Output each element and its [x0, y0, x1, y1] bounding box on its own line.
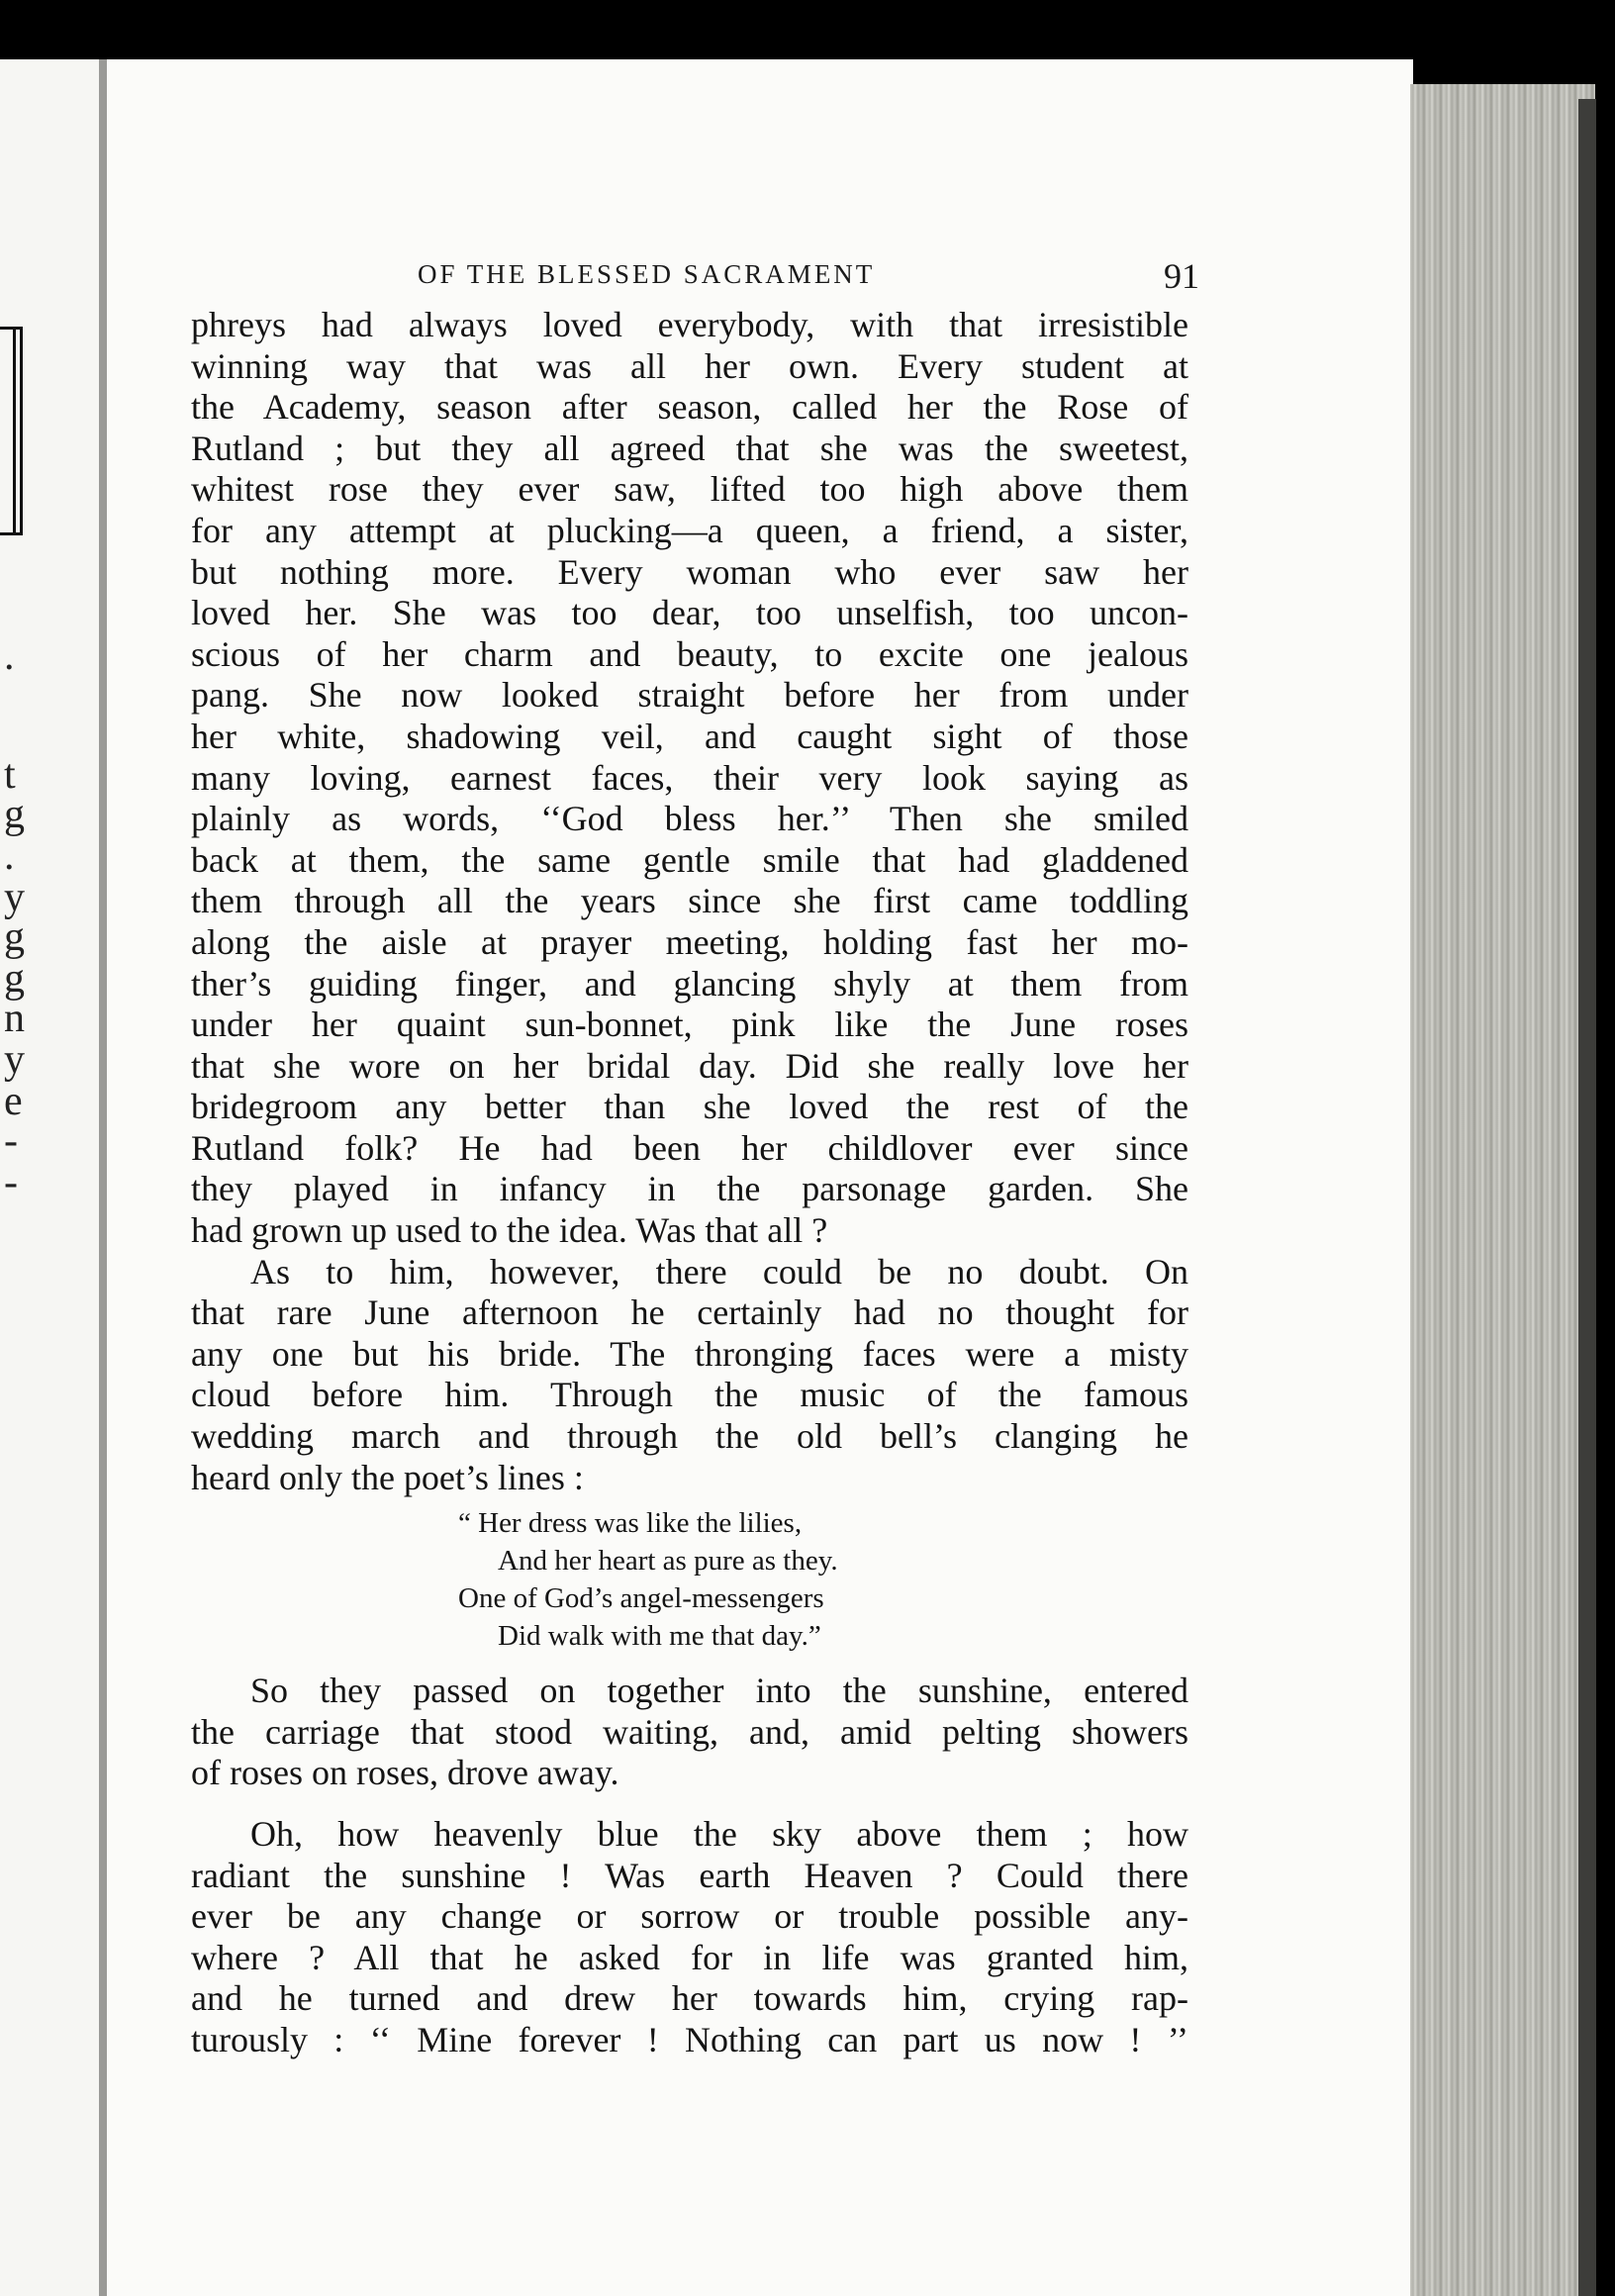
text-line: As to him, however, there could be no doubt. On: [250, 1251, 1188, 1292]
poem-line: “ Her dress was like the lilies,: [458, 1507, 803, 1540]
running-head: OF THE BLESSED SACRAMENT: [418, 259, 876, 289]
facing-page-fragment: g: [4, 914, 25, 960]
text-line: that she wore on her bridal day. Did she really love her: [191, 1045, 1188, 1086]
text-line: winning way that was all her own. Every student at: [191, 345, 1188, 386]
text-line: many loving, earnest faces, their very look saying as: [191, 757, 1188, 798]
text-line: any one but his bride. The thronging faces were a misty: [191, 1333, 1188, 1374]
facing-page-fragment: y: [4, 875, 25, 920]
text-line: bridegroom any better than she loved the rest of the: [191, 1087, 1188, 1127]
paragraph: [191, 1252, 1188, 1499]
ornament-border: [0, 327, 23, 535]
text-line: them through all the years since she first came toddling: [191, 881, 1188, 921]
facing-page-edge: [0, 59, 107, 2296]
facing-page-fragment: -: [4, 1118, 18, 1164]
text-line: the carriage that stood waiting, and, amid pelting showers: [191, 1711, 1188, 1752]
facing-page-fragment: n: [4, 996, 25, 1041]
text-line: for any attempt at plucking—a queen, a friend, a sister,: [191, 510, 1188, 550]
cover-edge: [1578, 99, 1596, 2296]
text-line: turously : ‘‘ Mine forever ! Nothing can part us now ! ’’: [191, 2019, 1188, 2059]
facing-page-fragment: t: [4, 752, 16, 798]
text-line: plainly as words, ‘‘God bless her.’’ Then she smiled: [191, 799, 1188, 839]
text-line: phreys had always loved everybody, with that irresistible: [191, 305, 1188, 344]
text-line: had grown up used to the idea. Was that all ?: [191, 1210, 828, 1251]
text-line: scious of her charm and beauty, to excite one jealous: [191, 633, 1188, 674]
text-line: and he turned and drew her towards him, crying rap-: [191, 1978, 1188, 2019]
text-line: the Academy, season after season, called her the Rose of: [191, 387, 1188, 428]
text-line: radiant the sunshine ! Was earth Heaven ? Could there: [191, 1855, 1188, 1895]
paragraph: [191, 305, 1188, 1252]
text-line: under her quaint sun-bonnet, pink like the June roses: [191, 1004, 1188, 1045]
facing-page-fragment: y: [4, 1037, 25, 1083]
poem-line: Did walk with me that day.”: [498, 1620, 821, 1653]
text-line: back at them, the same gentle smile that had gladdened: [191, 839, 1188, 880]
body-text: [191, 305, 1188, 2061]
text-line: that rare June afternoon he certainly had no thought for: [191, 1292, 1188, 1333]
text-line: Oh, how heavenly blue the sky above them ; how: [250, 1814, 1188, 1854]
facing-page-fragment: .: [4, 633, 15, 679]
text-line: heard only the poet’s lines :: [191, 1457, 584, 1497]
text-line: Rutland folk? He had been her childlover ever since: [191, 1127, 1188, 1168]
paragraph: [191, 1814, 1188, 2061]
text-line: cloud before him. Through the music of the famous: [191, 1375, 1188, 1415]
text-line: but nothing more. Every woman who ever saw her: [191, 551, 1188, 592]
text-line: pang. She now looked straight before her from under: [191, 675, 1188, 716]
facing-page-fragment: e: [4, 1079, 23, 1124]
text-line: ther’s guiding finger, and glancing shyly at them from: [191, 963, 1188, 1004]
facing-page-fragment: g: [4, 956, 25, 1002]
text-line: of roses on roses, drove away.: [191, 1753, 619, 1793]
page-header: [418, 256, 1199, 309]
text-line: where ? All that he asked for in life was granted him,: [191, 1937, 1188, 1977]
paragraph: [191, 1671, 1188, 1794]
page-number: 91: [1164, 256, 1199, 296]
text-line: loved her. She was too dear, too unselfish, too uncon-: [191, 593, 1188, 633]
facing-page-fragment: g: [4, 792, 25, 837]
text-line: Rutland ; but they all agreed that she was the sweetest,: [191, 428, 1188, 468]
text-line: her white, shadowing veil, and caught sight of those: [191, 716, 1188, 756]
text-line: ever be any change or sorrow or trouble possible any-: [191, 1896, 1188, 1937]
text-line: along the aisle at prayer meeting, holding fast her mo-: [191, 921, 1188, 962]
poem-line: One of God’s angel-messengers: [458, 1582, 824, 1615]
poem-quote: [191, 1504, 1188, 1655]
text-line: they played in infancy in the parsonage garden. She: [191, 1169, 1188, 1209]
poem-line: And her heart as pure as they.: [498, 1545, 838, 1578]
text-line: wedding march and through the old bell’s clanging he: [191, 1416, 1188, 1457]
text-line: So they passed on together into the sunshine, entered: [250, 1671, 1188, 1711]
facing-page-fragment: .: [4, 833, 15, 879]
text-line: whitest rose they ever saw, lifted too high above them: [191, 469, 1188, 510]
page-block-edge: [1410, 84, 1595, 2296]
facing-page-fragment: -: [4, 1160, 18, 1205]
